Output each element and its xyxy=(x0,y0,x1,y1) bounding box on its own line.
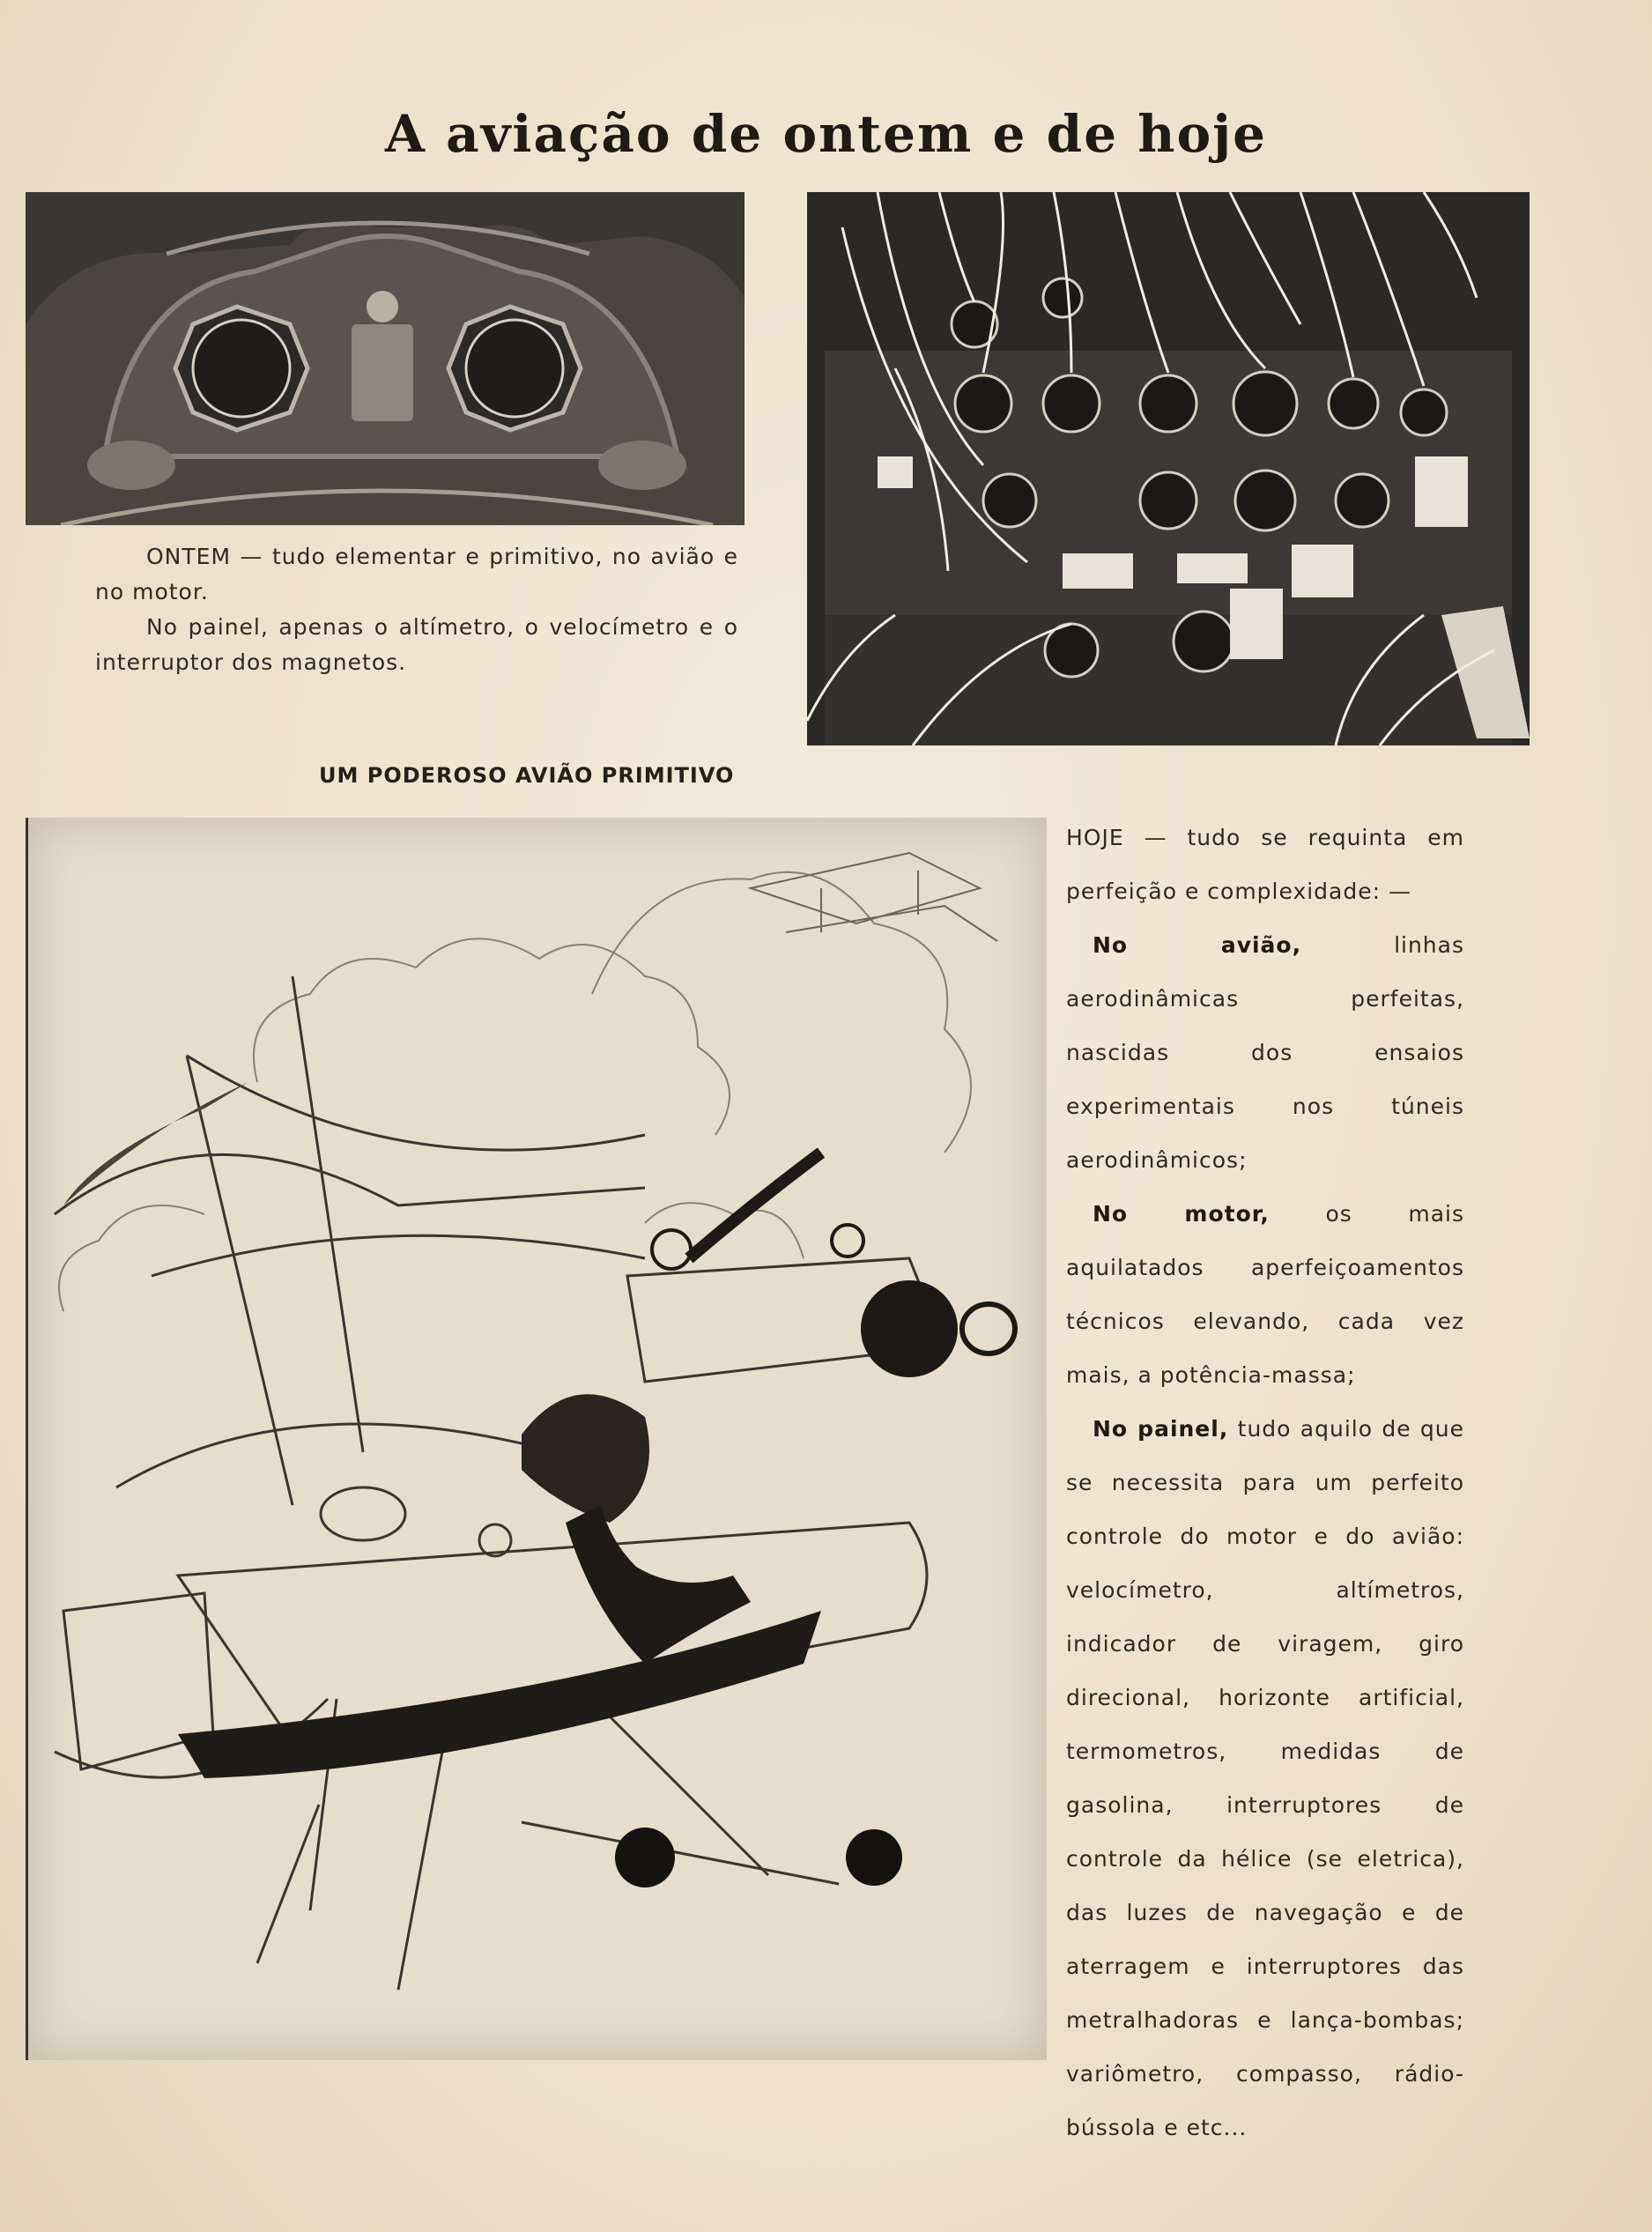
hoje-painel-label: No painel, xyxy=(1093,1416,1229,1442)
ontem-caption-paragraph-1: ONTEM — tudo elementar e primitivo, no avião e no motor. xyxy=(95,544,738,604)
hoje-painel-text: tudo aquilo de que se necessita para um perfeito controle do motor e do avião: velocímetro, altímetros, indicador de viragem, giro direcional, horizonte artificial, termometros, medidas de gasolina, interruptores de controle da hélice (se eletrica), das luzes de navegação e de aterragem e interruptores das metralhadoras e lança-bombas; variômetro, compasso, rádio-bússola e etc... xyxy=(1066,1416,1464,2140)
hoje-motor-text: os mais aquilatados aperfeiçoamentos técnicos elevando, cada vez mais, a potência-massa; xyxy=(1066,1201,1464,1388)
modern-instrument-panel-photo xyxy=(807,192,1530,745)
ontem-caption xyxy=(95,539,738,680)
hoje-painel-paragraph xyxy=(1066,1402,1464,2154)
hoje-motor-label: No motor, xyxy=(1093,1201,1270,1227)
hoje-aviao-label: No avião, xyxy=(1093,932,1302,958)
hoje-aviao-paragraph xyxy=(1066,918,1464,1187)
page-title: A aviação de ontem e de hoje xyxy=(384,104,1268,164)
hoje-aviao-text: linhas aerodinâmicas perfeitas, nascidas dos ensaios experimentais nos túneis aerodinâmicos; xyxy=(1066,932,1464,1173)
hoje-text-column xyxy=(1066,811,1464,2154)
hoje-intro: HOJE — tudo se requinta em perfeição e complexidade: — xyxy=(1066,825,1464,904)
old-instrument-panel-photo xyxy=(26,192,745,525)
hoje-motor-paragraph xyxy=(1066,1187,1464,1402)
drawing-caption: UM PODEROSO AVIÃO PRIMITIVO xyxy=(319,763,735,788)
primitive-airplane-cartoon xyxy=(26,818,1047,2060)
ontem-caption-paragraph-2: No painel, apenas o altímetro, o velocímetro e o interruptor dos magnetos. xyxy=(95,614,738,675)
